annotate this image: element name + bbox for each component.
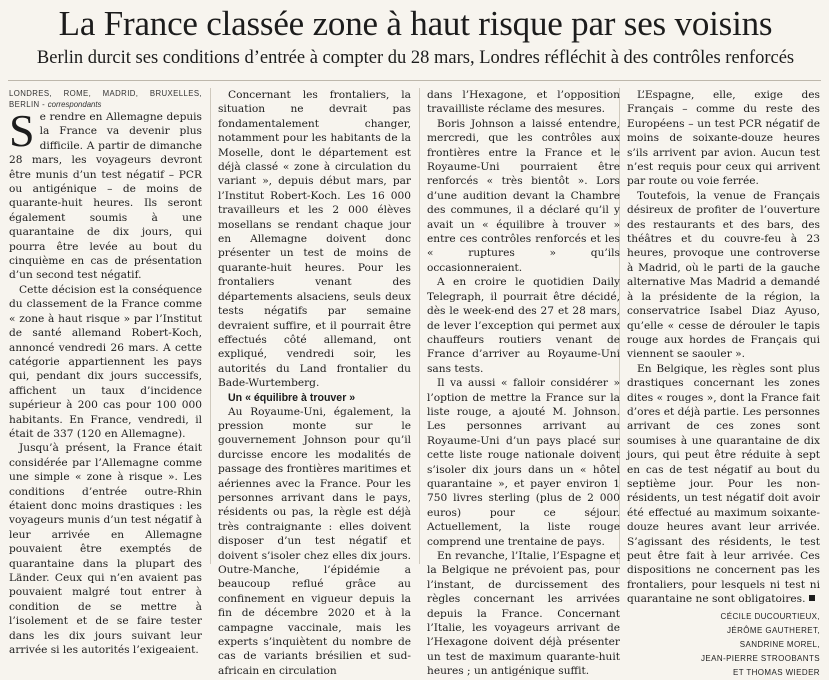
signature-line: JÉRÔME GAUTHERET, <box>726 625 820 635</box>
signature-line: JEAN-PIERRE STROOBANTS <box>700 653 820 663</box>
column-2 <box>218 88 411 678</box>
paragraph: L’Espagne, elle, exige des Français – comme du reste des Européens – un test PCR négatif de moins de soixante-douze heures s’ils arrivent par avion. Aucun test n’est requis pour ceux qui arrivent par route ou voie ferrée. <box>627 89 820 188</box>
paragraph: Il va aussi « falloir considérer » l’option de mettre la France sur la liste rouge, a ajouté M. Johnson. Les personnes arrivant au Royaume-Uni d’un pays placé sur cette liste rouge nationale doivent s’isoler dix jours dans un « hôtel quarantaine », et payer environ 1 750 livres sterling (plus de 2 000 euros) pour ce séjour. Actuellement, la liste rouge comprend une trentaine de pays. <box>427 377 620 548</box>
paragraph: A en croire le quotidien Daily Telegraph, il pourrait être décidé, dès le week-end des 27 et 28 mars, de lever l’exception qui permet aux chauffeurs routiers venant de France d’arriver au Royaume-Uni sans tests. <box>427 276 620 375</box>
column-4 <box>627 88 820 680</box>
paragraph: Jusqu’à présent, la France était considérée par l’Allemagne comme une simple « zone à risque ». Les conditions d’entrée outre-Rhin étaient donc moins drastiques : les voyageurs munis d’un test négatif à leur arrivée en Allemagne pouvaient être exemptés de quarantaine dans la plupart des Länder. Ceux qui n’en avaient pas pouvaient malgré tout entrer à condition de se mettre à l’isolement et de se faire tester dans les dix jours suivant leur arrivée si les autorités l’exigeaient. <box>9 442 202 657</box>
paragraph: En revanche, l’Italie, l’Espagne et la Belgique ne prévoient pas, pour l’instant, de durcissement des règles concernant les arrivées depuis la France. Concernant l’Italie, les voyageurs arrivant de l’Hexagone doivent déjà présenter un test de maximum quarante-huit heures ; un antigénique suffit. <box>427 550 620 678</box>
paragraph: En Belgique, les règles sont plus drastiques concernant les zones dites « rouges », dont la France fait d’ores et déjà partie. Les personnes arrivant de ces zones sont soumises à une quarantaine de dix jours, qui peut être réduite à sept en cas de test négatif au bout du septième jour. Pour les non-résidents, un test négatif doit avoir été effectué au maximum soixante-douze heures avant leur arrivée. S’agissant des résidents, le test peut être fait à leur arrivée. Ces dispositions ne concernent pas les frontaliers, pour lesquels ni test ni quarantaine ne sont obligatoires. <box>627 362 820 606</box>
column-1 <box>9 88 202 657</box>
paragraph: Au Royaume-Uni, également, la pression monte sur le gouvernement Johnson pour qu’il durcisse encore les modalités de passage des frontières maritimes et aériennes avec la France. Pour les personnes arrivant dans le pays, résidents ou pas, la règle est déjà très contraignante : elles doivent disposer d’un test négatif et doivent s’isoler chez elles dix jours. Outre-Manche, l’épidémie a beaucoup reflué grâce au confinement en vigueur depuis la fin de décembre 2020 et à la campagne vaccinale, mais les experts s’inquiètent du nombre de cas de variants brésilien et sud-africain en circulation <box>218 405 411 677</box>
paragraph: Se rendre en Allemagne depuis la France va devenir plus difficile. A partir de dimanche 28 mars, les voyageurs devront être munis d’un test négatif – PCR ou antigénique – de moins de quarante-huit heures. Ils seront également soumis à une quarantaine de dix jours, qui pourra être levée au bout du cinquième en cas de présentation d’un second test négatif. <box>9 105 202 282</box>
subheadline: Berlin durcit ses conditions d’entrée à compter du 28 mars, Londres réfléchit à des contrôles renforcés <box>36 48 795 68</box>
header-rule <box>8 80 821 81</box>
paragraph: Toutefois, la venue de Français désireux de profiter de l’ouverture des restaurants et des bars, des théâtres et du couvre-feu à 23 heures, provoque une controverse à Madrid, où le parti de la gauche alternative Mas Madrid a demandé à la présidente de la région, la conservatrice Isabel Diaz Ayuso, qu’elle « cesse de dérouler le tapis rouge aux hordes de Français qui viennent se saouler ». <box>627 189 820 361</box>
byline: LONDRES, ROME, MADRID, BRUXELLES, BERLIN - correspondants <box>9 89 202 109</box>
section-heading: Un « équilibre à trouver » <box>228 391 356 404</box>
signature-line: SANDRINE MOREL, <box>739 639 820 649</box>
paragraph: Boris Johnson a laissé entendre, mercredi, que les contrôles aux frontières entre la France et le Royaume-Uni pourraient être renforcés « très bientôt ». Lors d’une audition devant la Chambre des communes, il a déclaré qu’il y avait un « équilibre à trouver » entre ces contrôles renforcés et les « ruptures » qu’ils occasionneraient. <box>427 117 620 274</box>
headline: La France classée zone à haut risque par ses voisins <box>58 4 773 43</box>
end-mark-icon <box>809 595 815 601</box>
paragraph: Cette décision est la conséquence du classement de la France comme « zone à haut risque » par l’Institut de santé allemand Robert-Koch, annoncé vendredi 26 mars. A cette catégorie appartiennent les pays qui, pendant dix jours successifs, affichent un taux d’incidence supérieur à 200 cas pour 100 000 habitants. En France, vendredi, il était de 337 (120 en Allemagne). <box>9 283 202 440</box>
paragraph: dans l’Hexagone, et l’opposition travailliste réclame des mesures. <box>427 89 620 116</box>
drop-cap: S <box>9 105 35 156</box>
column-3 <box>427 88 620 679</box>
column-divider <box>210 88 211 564</box>
signature-line: ET THOMAS WIEDER <box>732 667 820 677</box>
paragraph: Concernant les frontaliers, la situation ne devrait pas fondamentalement changer, notamment pour les habitants de la Moselle, dont le département est déjà classé « zone à circulation du variant », depuis début mars, par l’Institut Robert-Koch. Les 16 000 travailleurs et les 2 000 élèves mosellans se rendant chaque jour en Allemagne doivent donc présenter un test de moins de quarante-huit heures. Pour les frontaliers venant des départements alsaciens, seuls deux tests négatifs par semaine devraient suffire, et il pourrait être effectués côté allemand, ont expliqué, vendredi soir, les autorités du Land frontalier du Bade-Wurtemberg. <box>218 89 411 390</box>
signature <box>627 610 820 680</box>
signature-line: CÉCILE DUCOURTIEUX, <box>720 611 820 621</box>
column-divider <box>419 88 420 564</box>
